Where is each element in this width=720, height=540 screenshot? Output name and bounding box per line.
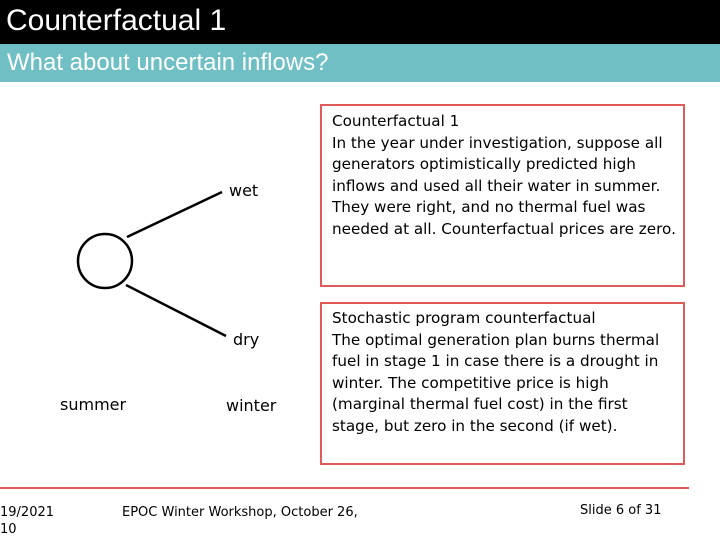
root-node	[78, 234, 132, 288]
counterfactual-box	[320, 104, 685, 287]
branch-line-wet	[127, 192, 222, 237]
stage-label-summer: summer	[60, 395, 127, 414]
stochastic-box	[320, 302, 685, 465]
stochastic-heading: Stochastic program counterfactual	[332, 309, 596, 327]
branch-line-dry	[126, 285, 226, 336]
footer-date: 19/2021	[0, 505, 55, 520]
branch-label-dry: dry	[233, 330, 260, 349]
stage-label-winter: winter	[226, 396, 277, 415]
counterfactual-body: In the year under investigation, suppose all generators optimistically predicted high inflows and used all their water in summer. They were right, and no thermal fuel was needed at all. Counterfactual prices are zero.	[332, 133, 676, 238]
slide-title: Counterfactual 1	[6, 4, 227, 37]
slide-subtitle: What about uncertain inflows?	[7, 49, 329, 76]
branch-label-wet: wet	[229, 181, 259, 200]
footer-event: EPOC Winter Workshop, October 26,	[122, 505, 358, 520]
title-bar	[0, 0, 720, 44]
subtitle-bar	[0, 44, 720, 82]
stochastic-body: The optimal generation plan burns thermal fuel in stage 1 in case there is a drought in winter. The competitive price is high (marginal thermal fuel cost) in the first stage, but zero in the second (if wet).	[332, 330, 660, 435]
slide-number: Slide 6 of 31	[580, 503, 662, 518]
footer-divider	[0, 487, 689, 489]
counterfactual-heading: Counterfactual 1	[332, 112, 460, 130]
footer-date-line2: 10	[0, 522, 17, 537]
